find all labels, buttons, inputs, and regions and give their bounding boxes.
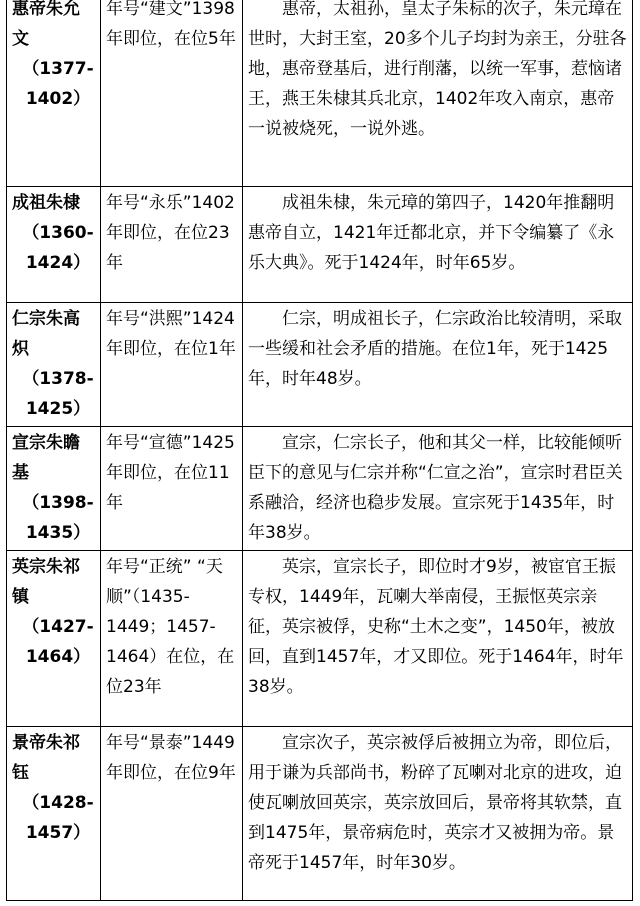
emperor-name-cell [7, 727, 101, 901]
reign-title-cell: 年号“建文”1398年即位，在位5年 [101, 0, 243, 187]
description-cell: 宣宗，仁宗长子，他和其父一样，比较能倾听臣下的意见与仁宗并称“仁宣之治”，宣宗时君臣关系融洽，经济也稳步发展。宣宗死于1435年，时年38岁。 [243, 427, 633, 551]
emperor-name-cell [7, 0, 101, 187]
description-cell: 惠帝，太祖孙，皇太子朱标的次子，朱元璋在世时，大封王室，20多个儿子均封为亲王，分驻各地，惠帝登基后，进行削藩，以统一军事，惹恼诸王，燕王朱棣其兵北京，1402年攻入南京，惠帝一说被烧死，一说外逃。 [243, 0, 633, 187]
emperor-name-cell [7, 303, 101, 427]
emperor-name-cell [7, 427, 101, 551]
table-row [7, 551, 633, 727]
emperor-name: 惠帝朱允文 [12, 0, 80, 49]
emperor-lifespan: （1377-1402） [22, 59, 94, 109]
emperor-lifespan: （1428-1457） [22, 793, 94, 843]
emperor-name-cell [7, 551, 101, 727]
reign-title-cell: 年号“洪熙”1424年即位，在位1年 [101, 303, 243, 427]
emperor-name-cell [7, 187, 101, 303]
emperor-table [6, 0, 633, 901]
emperor-lifespan: （1427-1464） [22, 617, 94, 667]
table-row [7, 427, 633, 551]
reign-title-cell: 年号“正统” “天顺”（1435-1449；1457-1464）在位，在位23年 [101, 551, 243, 727]
reign-title-cell: 年号“景泰”1449年即位，在位9年 [101, 727, 243, 901]
emperor-lifespan: （1398-1435） [22, 493, 94, 543]
emperor-name: 英宗朱祁镇 [12, 557, 80, 607]
emperor-name: 宣宗朱瞻基 [12, 433, 80, 483]
emperor-lifespan: （1378-1425） [22, 369, 94, 419]
table-row [7, 303, 633, 427]
emperor-name: 成祖朱棣 [12, 193, 80, 213]
emperor-lifespan: （1360-1424） [22, 223, 94, 273]
description-cell: 仁宗，明成祖长子，仁宗政治比较清明，采取一些缓和社会矛盾的措施。在位1年，死于1425年，时年48岁。 [243, 303, 633, 427]
emperor-name: 仁宗朱高炽 [12, 309, 80, 359]
table-row [7, 0, 633, 187]
emperor-name: 景帝朱祁钰 [12, 733, 80, 783]
reign-title-cell: 年号“永乐”1402年即位，在位23年 [101, 187, 243, 303]
reign-title-cell: 年号“宣德”1425年即位，在位11年 [101, 427, 243, 551]
description-cell: 英宗，宣宗长子，即位时才9岁，被宦官王振专权，1449年，瓦喇大举南侵，王振怄英宗亲征，英宗被俘，史称“土木之变”，1450年，被放回，直到1457年，才又即位。死于1464年，时年38岁。 [243, 551, 633, 727]
table-row [7, 187, 633, 303]
table-row [7, 727, 633, 901]
description-cell: 宣宗次子，英宗被俘后被拥立为帝，即位后，用于谦为兵部尚书，粉碎了瓦喇对北京的进攻，迫使瓦喇放回英宗，英宗放回后，景帝将其软禁，直到1475年，景帝病危时，英宗才又被拥为帝。景帝死于1457年，时年30岁。 [243, 727, 633, 901]
description-cell: 成祖朱棣，朱元璋的第四子，1420年推翻明惠帝自立，1421年迁都北京，并下令编纂了《永乐大典》。死于1424年，时年65岁。 [243, 187, 633, 303]
